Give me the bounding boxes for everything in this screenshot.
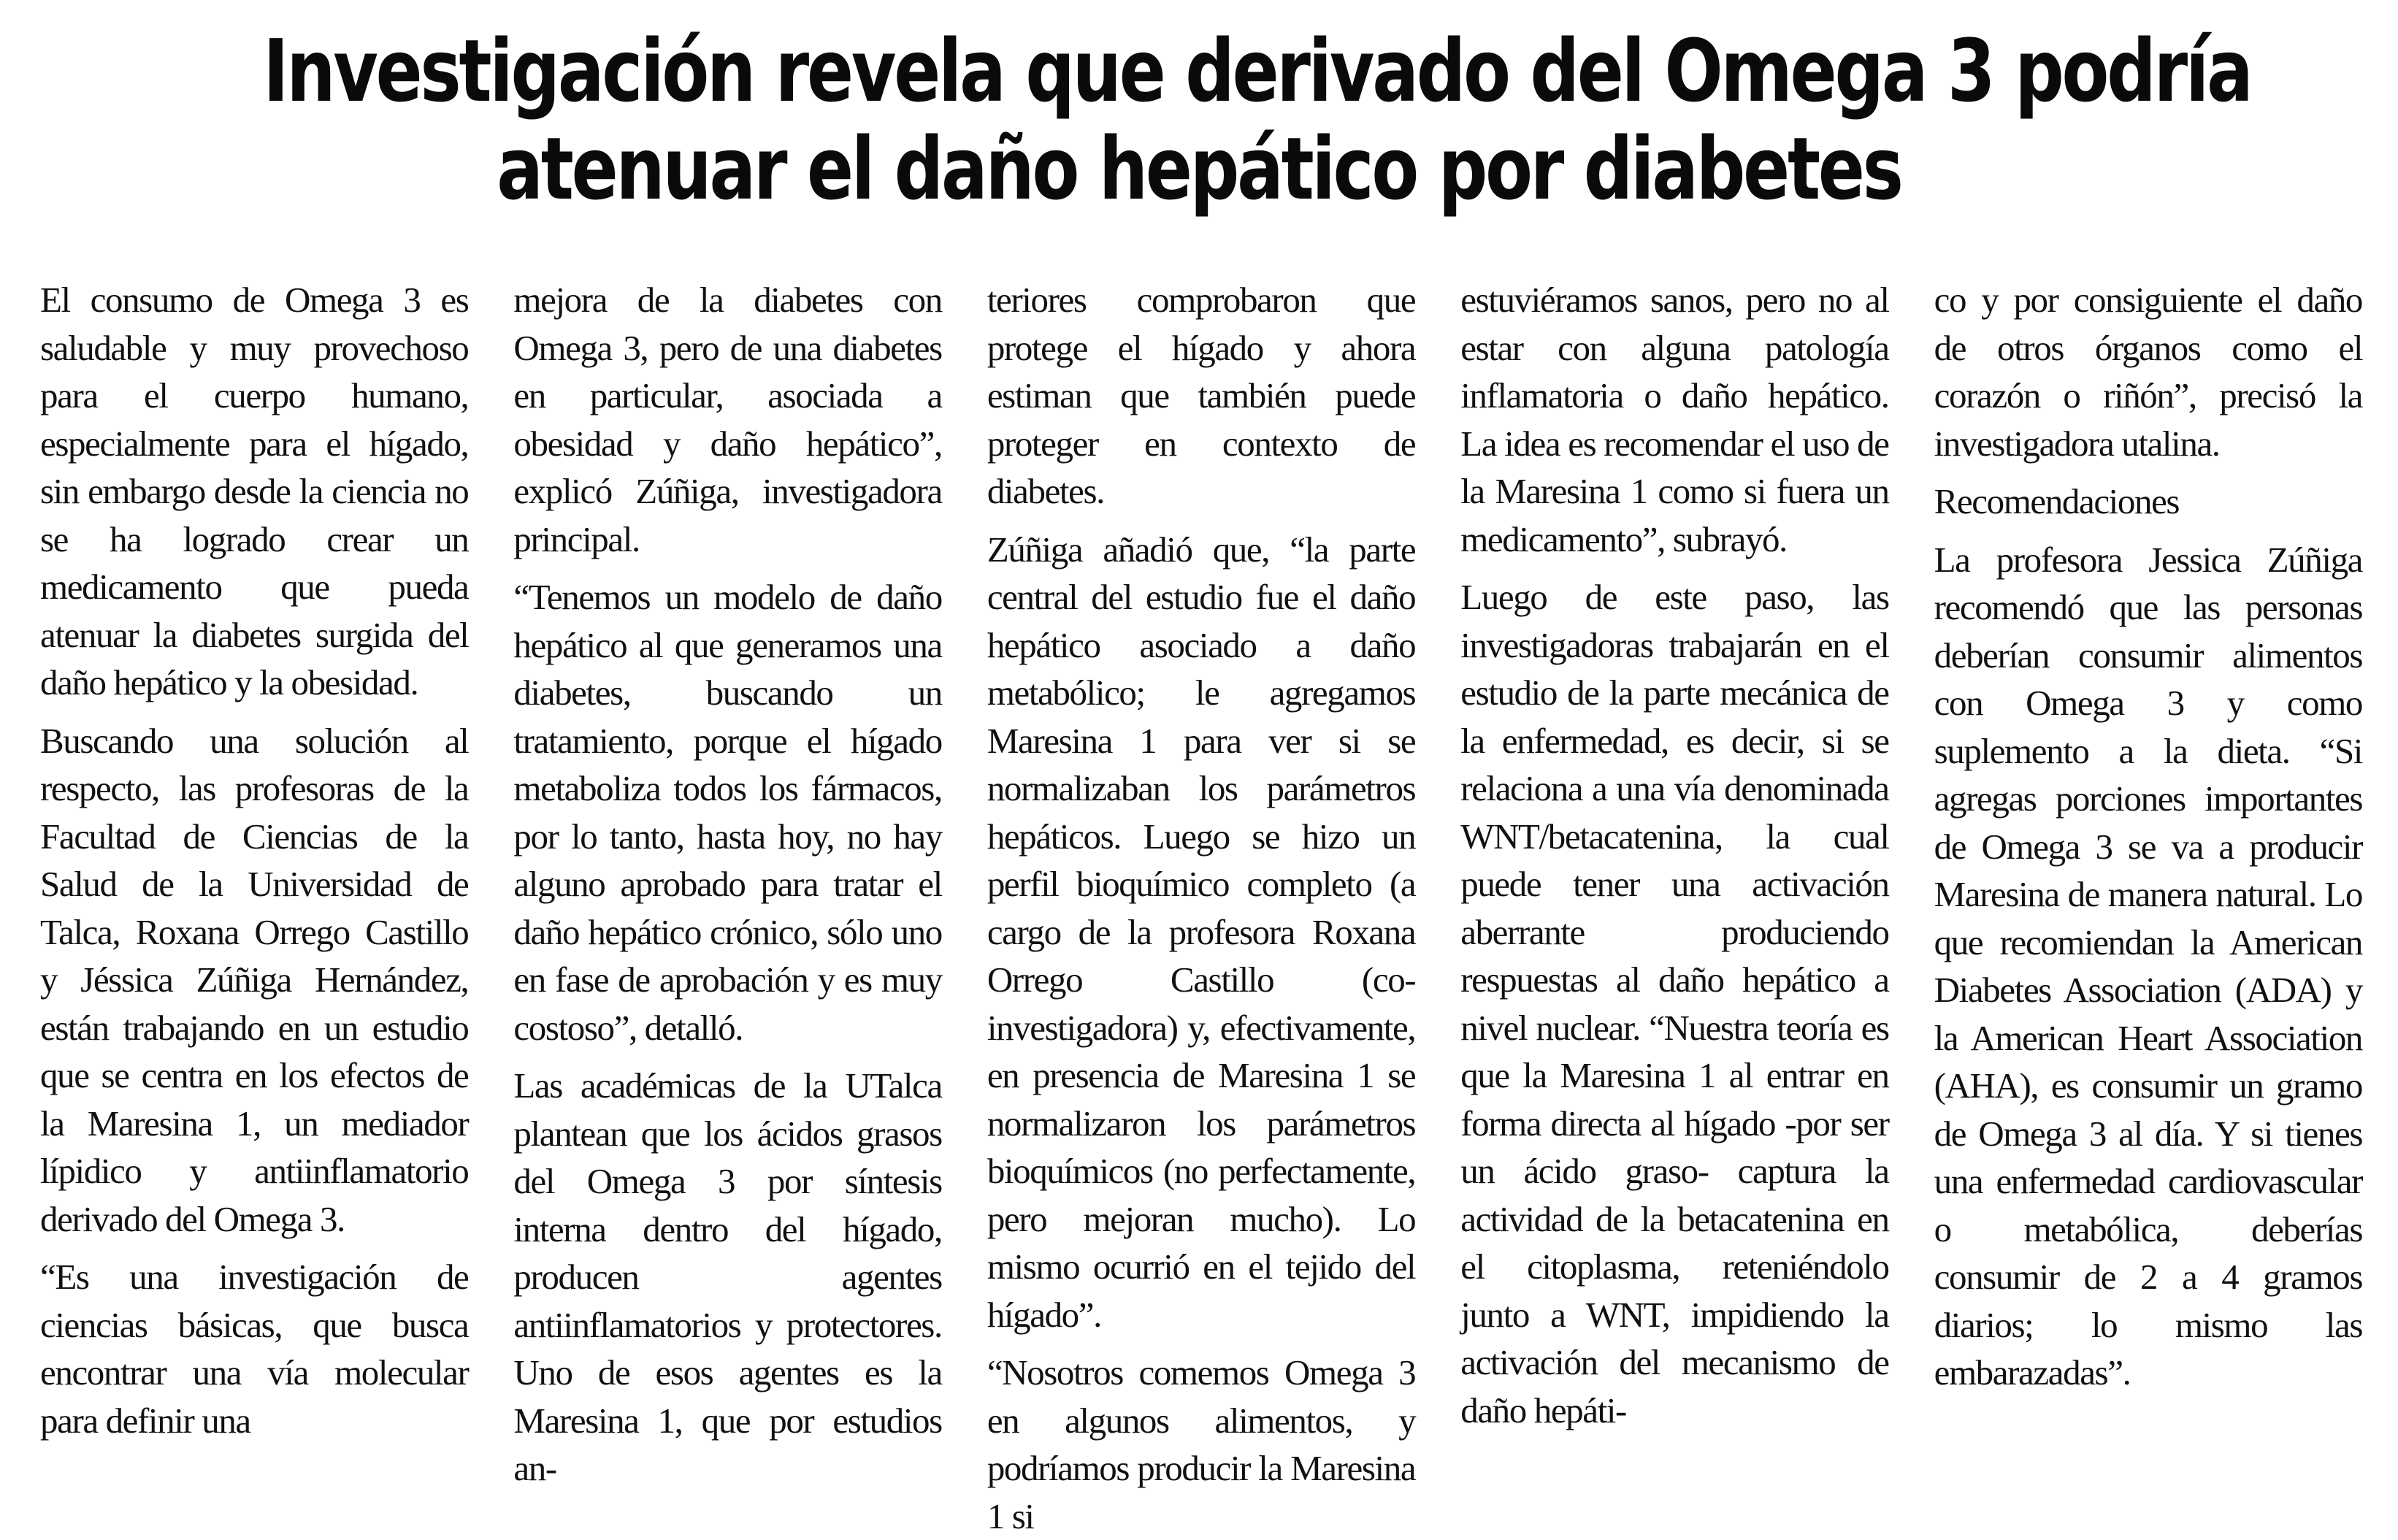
paragraph: Zúñiga añadió que, “la parte central del estudio fue el daño hepático asociado a daño metabólico; le agregamos Maresina 1 para ver si se normalizaban los parámetros hepáticos. Luego se hizo un perfil bioquímico completo (a cargo de la profesora Roxana Orrego Castillo (co-investigadora) y, efectivamente, en presencia de Maresina 1 se normalizaron los parámetros bioquímicos (no perfectamente, pero mejoran mucho). Lo mismo ocurrió en el tejido del hígado”. — [987, 529, 1416, 1335]
paragraph: El consumo de Omega 3 es saludable y muy provechoso para el cuerpo humano, especialmente para el hígado, sin embargo desde la ciencia no se ha logrado crear un medicamento que pueda atenuar la diabetes surgida del daño hepático y la obesidad. — [40, 280, 469, 702]
paragraph: Luego de este paso, las investigadoras trabajarán en el estudio de la parte mecánica de la enfermedad, es decir, si se relaciona a una vía denominada WNT/betacatenina, la cual puede tener una activación aberrante produciendo respuestas al daño hepático a nivel nuclear. “Nuestra teoría es que la Maresina 1 al entrar en forma directa al hígado -por ser un ácido graso- captura la actividad de la betacatenina en el citoplasma, reteniéndolo junto a WNT, impidiendo la activación del mecanismo de daño hepáti- — [1460, 577, 1889, 1430]
headline-line-1: Investigación revela que derivado del Omega 3 podría — [263, 20, 2251, 121]
column-1 — [40, 276, 469, 1441]
paragraph: “Nosotros comemos Omega 3 en algunos alimentos, y podríamos producir la Maresina 1 si — [987, 1352, 1416, 1536]
article-body — [40, 276, 2363, 1536]
column-5 — [1934, 276, 2363, 1392]
paragraph: estuviéramos sanos, pero no al estar con alguna patología inflamatoria o daño hepático. La idea es recomendar el uso de la Maresina 1 como si fuera un medicamento”, subrayó. — [1460, 280, 1889, 559]
headline-line-2: atenuar el daño hepático por diabetes — [497, 118, 1901, 219]
column-4 — [1460, 276, 1889, 1430]
paragraph: teriores comprobaron que protege el hígado y ahora estiman que también puede proteger en contexto de diabetes. — [987, 280, 1416, 511]
paragraph: mejora de la diabetes con Omega 3, pero de una diabetes en particular, asociada a obesidad y daño hepático”, explicó Zúñiga, investigadora principal. — [513, 280, 942, 559]
paragraph: co y por consiguiente el daño de otros órganos como el corazón o riñón”, precisó la investigadora utalina. — [1934, 280, 2363, 464]
column-3 — [987, 276, 1416, 1536]
paragraph: “Tenemos un modelo de daño hepático al que generamos una diabetes, buscando un tratamiento, porque el hígado metaboliza todos los fármacos, por lo tanto, hasta hoy, no hay alguno aprobado para tratar el daño hepático crónico, sólo uno en fase de aprobación y es muy costoso”, detalló. — [513, 577, 942, 1048]
paragraph: Buscando una solución al respecto, las profesoras de la Facultad de Ciencias de la Salud de la Universidad de Talca, Roxana Orrego Castillo y Jéssica Zúñiga Hernández, están trabajando en un estudio que se centra en los efectos de la Maresina 1, un mediador lípidico y antiinflamatorio derivado del Omega 3. — [40, 720, 469, 1239]
column-2 — [513, 276, 942, 1488]
section-subheading: Recomendaciones — [1934, 481, 2180, 521]
paragraph: La profesora Jessica Zúñiga recomendó que las personas deberían consumir alimentos con Omega 3 y como suplemento a la dieta. “Si agregas porciones importantes de Omega 3 se va a producir Maresina de manera natural. Lo que recomiendan la American Diabetes Association (ADA) y la American Heart Association (AHA), es consumir un gramo de Omega 3 al día. Y si tienes una enfermedad cardiovascular o metabólica, deberías consumir de 2 a 4 gramos diarios; lo mismo las embarazadas”. — [1934, 539, 2363, 1392]
article-headline — [263, 20, 2251, 219]
paragraph: Las académicas de la UTalca plantean que los ácidos grasos del Omega 3 por síntesis interna dentro del hígado, producen agentes antiinflamatorios y protectores. Uno de esos agentes es la Maresina 1, que por estudios an- — [513, 1065, 942, 1488]
paragraph: “Es una investigación de ciencias básicas, que busca encontrar una vía molecular para definir una — [40, 1257, 469, 1441]
